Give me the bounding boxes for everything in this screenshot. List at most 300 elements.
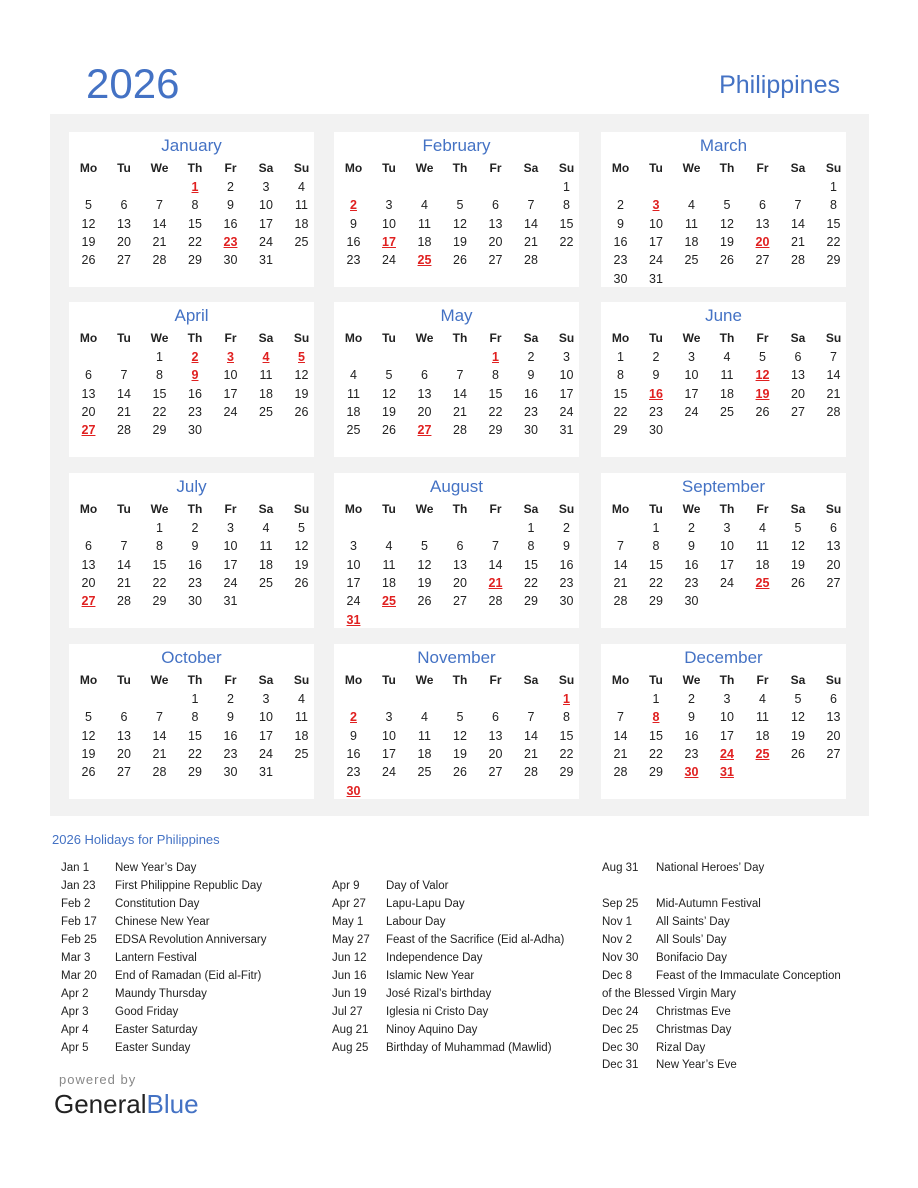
holiday-name: Iglesia ni Cristo Day [386,1005,489,1018]
holiday-day: 1 [191,180,199,194]
weekday-header: Tu [649,331,663,345]
calendar-day: 8 [563,710,570,725]
weekday-header: Sa [523,161,539,175]
calendar-day: 21 [524,746,538,761]
holiday-entry [61,988,207,1000]
holiday-entry [61,970,261,982]
calendar-day: 5 [85,710,92,725]
calendar-day: 28 [524,765,538,780]
calendar-day: 18 [294,728,309,743]
weekday-header: Tu [382,502,396,516]
calendar-day: 13 [826,710,841,725]
calendar-day: 14 [453,386,467,401]
calendar-day: 31 [559,423,574,438]
weekday-header: Fr [224,331,237,345]
calendar-day: 28 [117,594,131,609]
calendar-day: 13 [117,216,131,231]
calendar-day: 24 [259,746,273,761]
holiday-date: Feb 25 [61,933,97,946]
calendar-day: 1 [617,350,624,364]
calendar-day: 7 [527,198,535,213]
calendar-day: 14 [524,216,538,231]
weekday-header: Th [452,331,468,345]
calendar-day: 25 [346,423,361,438]
calendar-day: 6 [830,692,837,706]
calendar-day: 24 [346,594,361,609]
weekday-header: Th [452,673,468,687]
calendar-day: 28 [117,423,131,438]
weekday-header: Mo [79,161,98,175]
calendar-day: 18 [417,746,432,761]
calendar-day: 9 [350,728,357,743]
calendar-day: 10 [649,216,663,231]
calendar-day: 22 [559,746,574,761]
month-january [69,132,314,287]
month-november [334,644,579,799]
calendar-day: 3 [350,539,357,554]
calendar-day: 26 [294,575,309,590]
holiday-date: Dec 31 [602,1059,639,1072]
calendar-day: 2 [688,692,695,706]
holiday-day: 4 [262,350,270,364]
calendar-day: 8 [492,368,499,383]
calendar-day: 30 [188,594,202,609]
weekday-header: Tu [382,673,396,687]
calendar-day: 12 [382,386,396,401]
holiday-date: Aug 31 [602,862,639,874]
holiday-entry [602,1006,731,1018]
holiday-name: Good Friday [115,1005,179,1018]
calendar-day: 8 [527,539,535,554]
calendar-day: 21 [791,234,805,249]
calendar-day: 29 [152,423,167,438]
calendar-day: 2 [652,350,660,364]
calendar-day: 1 [156,350,163,364]
calendar-day: 25 [294,234,309,249]
calendar-day: 17 [382,746,396,761]
holiday-date: Aug 21 [332,1023,369,1036]
holiday-date: Apr 3 [61,1005,89,1018]
calendar-day: 23 [346,765,361,780]
calendar-day: 5 [723,198,731,213]
calendar-day: 6 [830,521,837,535]
holiday-entry [61,1042,190,1054]
weekday-header: Su [293,331,310,345]
holiday-name: Mid-Autumn Festival [656,897,761,910]
holiday-day: 21 [488,575,503,590]
holiday-entry [602,862,764,874]
holiday-name: Christmas Day [656,1023,732,1036]
weekday-header: Mo [344,673,363,687]
calendar-day: 17 [559,386,574,401]
holiday-day: 25 [755,746,770,761]
calendar-day: 21 [152,234,167,249]
calendar-day: 9 [688,710,695,725]
calendar-day: 2 [563,521,570,535]
weekday-header: Tu [649,673,663,687]
calendar-day: 11 [756,539,769,554]
month-march [601,132,846,287]
calendar-day: 9 [563,539,570,554]
holiday-entry [602,952,727,964]
weekday-header: Sa [790,161,806,175]
calendar-day: 5 [456,710,464,725]
holiday-entry [61,880,262,892]
calendar-day: 17 [259,216,273,231]
calendar-day: 7 [156,710,163,725]
calendar-day: 29 [188,253,202,268]
month-name: July [176,477,207,496]
holiday-day: 9 [191,368,199,383]
calendar-day: 16 [346,234,361,249]
holiday-entry [602,1042,705,1054]
calendar-day: 24 [223,575,238,590]
calendar-day: 23 [684,746,699,761]
weekday-header: Th [187,502,203,516]
calendar-day: 11 [347,386,360,401]
calendar-day: 15 [613,386,628,401]
calendar-day: 11 [685,216,698,231]
calendar-day: 13 [81,386,96,401]
weekday-header: Th [719,331,735,345]
calendar-day: 2 [617,198,624,213]
calendar-day: 29 [649,594,663,609]
calendar-day: 19 [791,728,805,743]
holiday-date: Jun 19 [332,987,367,1000]
calendar-day: 18 [382,575,396,590]
calendar-day: 20 [488,746,503,761]
weekday-header: Su [293,502,310,516]
holiday-name: Feast of the Immaculate Conception [656,969,841,982]
weekday-header: Tu [117,502,131,516]
holiday-date: Jun 16 [332,969,367,982]
weekday-header: We [415,161,434,175]
holiday-entry [602,916,730,928]
holiday-day: 31 [346,612,361,627]
holiday-name: Birthday of Muhammad (Mawlid) [386,1041,552,1054]
weekday-header: Tu [382,331,396,345]
calendar-day: 3 [688,350,695,364]
calendar-day: 12 [453,728,467,743]
calendar-day: 30 [223,765,238,780]
holiday-day: 20 [755,234,770,249]
calendar-day: 27 [488,765,503,780]
weekday-header: Sa [258,331,274,345]
calendar-day: 10 [382,728,396,743]
holiday-date: Dec 30 [602,1041,639,1054]
calendar-day: 12 [294,539,309,554]
calendar-day: 4 [262,521,270,535]
weekday-header: Mo [79,673,98,687]
holiday-entry [332,880,448,892]
holiday-name: New Year’s Day [115,862,197,874]
holiday-day: 25 [755,575,770,590]
calendar-day: 5 [421,539,428,554]
weekday-header: Su [825,161,842,175]
calendar-day: 9 [227,198,234,213]
calendar-day: 25 [259,575,273,590]
calendar-day: 19 [720,234,734,249]
month-name: January [161,136,222,155]
holiday-name: Feast of the Sacrifice (Eid al-Adha) [386,933,565,946]
holiday-date: Apr 27 [332,897,366,910]
holiday-date: Jan 1 [61,862,90,874]
calendar-day: 9 [350,216,357,231]
calendar-day: 24 [259,234,273,249]
calendar-day: 18 [684,234,699,249]
calendar-day: 20 [488,234,503,249]
calendar-day: 30 [649,423,663,438]
calendar-day: 14 [488,557,503,572]
calendar-day: 13 [81,557,96,572]
calendar-day: 16 [346,746,361,761]
holiday-name: Islamic New Year [386,969,475,982]
calendar-day: 8 [563,198,570,213]
calendar-day: 24 [559,404,574,419]
calendar-day: 28 [488,594,503,609]
calendar-day: 24 [720,575,734,590]
holiday-name: Maundy Thursday [115,987,207,1000]
month-name: September [681,477,766,496]
calendar-day: 5 [385,368,393,383]
calendar-day: 17 [259,728,273,743]
calendar-day: 3 [262,692,270,706]
weekday-header: Fr [224,673,237,687]
holiday-entry [602,934,727,946]
holiday-day: 30 [346,783,361,798]
calendar-day: 16 [223,216,238,231]
holiday-name: Ninoy Aquino Day [386,1023,478,1036]
weekday-header: Th [719,502,735,516]
calendar-day: 13 [417,386,432,401]
month-august [334,473,579,628]
weekday-header: Fr [224,502,237,516]
weekday-header: Fr [756,673,769,687]
calendar-day: 28 [152,765,167,780]
calendar-day: 26 [453,765,467,780]
weekday-header: Fr [756,502,769,516]
calendar-day: 24 [649,253,663,268]
weekday-header: Mo [611,502,630,516]
calendar-day: 14 [524,728,538,743]
weekday-header: Sa [790,331,806,345]
month-july [69,473,314,628]
calendar-day: 8 [156,368,163,383]
calendar-day: 19 [294,557,309,572]
calendar-day: 12 [453,216,467,231]
calendar-day: 1 [191,692,199,706]
calendar-day: 2 [688,521,695,535]
calendar-day: 21 [117,404,131,419]
calendar-day: 21 [613,746,628,761]
calendar-day: 28 [791,253,805,268]
calendar-day: 14 [826,368,841,383]
calendar-day: 22 [559,234,574,249]
calendar-day: 23 [684,575,699,590]
calendar-day: 29 [826,253,841,268]
holiday-date: May 1 [332,915,364,928]
weekday-header: Sa [258,502,274,516]
calendar-day: 25 [294,746,309,761]
generalblue-logo[interactable] [54,1089,199,1120]
weekday-header: Fr [756,331,769,345]
holiday-day: 2 [350,710,357,725]
month-december [601,644,846,799]
calendar-day: 8 [191,198,199,213]
holiday-date: Apr 5 [61,1041,89,1054]
holiday-entry [332,934,564,946]
calendar-day: 7 [120,368,128,383]
year-title: 2026 [86,60,180,107]
calendar-day: 21 [524,234,538,249]
holiday-entry [61,898,199,910]
calendar-day: 31 [649,271,663,286]
calendar-day: 7 [156,198,163,213]
calendar-day: 21 [152,746,167,761]
calendar-day: 15 [649,557,663,572]
calendar-day: 11 [259,539,273,554]
calendar-day: 17 [720,728,734,743]
calendar-day: 9 [227,710,234,725]
calendar-day: 26 [81,253,96,268]
holiday-name: Bonifacio Day [656,951,727,964]
calendar-day: 3 [723,692,731,706]
calendar-day: 3 [563,350,570,364]
calendar-day: 25 [259,404,273,419]
month-may [334,302,579,457]
weekday-header: Tu [649,161,663,175]
calendar-day: 10 [259,710,273,725]
calendar-day: 20 [453,575,467,590]
calendar-day: 16 [223,728,238,743]
calendar-day: 22 [188,234,202,249]
calendar-day: 6 [421,368,428,383]
calendar-day: 12 [294,368,309,383]
weekday-header: Su [293,161,310,175]
holiday-date: Mar 20 [61,969,97,982]
calendar-day: 9 [688,539,695,554]
calendar-day: 8 [652,539,660,554]
calendar-day: 7 [830,350,837,364]
holiday-name: All Saints’ Day [656,915,730,928]
calendar-day: 11 [295,198,308,213]
calendar-day: 11 [418,216,431,231]
holiday-date: Jan 23 [61,879,96,892]
weekday-header: Th [187,161,203,175]
calendar-day: 29 [559,765,574,780]
holiday-day: 8 [652,710,660,725]
calendar-day: 15 [152,386,167,401]
holiday-name: Easter Saturday [115,1023,198,1036]
calendar-day: 17 [684,386,699,401]
calendar-day: 10 [559,368,574,383]
calendar-day: 4 [350,368,357,383]
calendar-day: 30 [524,423,538,438]
month-name: December [684,648,763,667]
holidays-title: 2026 Holidays for Philippines [52,832,220,847]
calendar-day: 12 [417,557,432,572]
calendar-day: 4 [385,539,393,554]
holiday-name: EDSA Revolution Anniversary [115,933,267,946]
weekday-header: Su [825,331,842,345]
holiday-day: 24 [720,746,734,761]
holiday-name: José Rizal’s birthday [386,987,492,1000]
month-february [334,132,579,287]
calendar-day: 15 [559,216,574,231]
holiday-name: Chinese New Year [115,915,210,928]
holiday-day: 1 [492,350,499,364]
calendar-day: 15 [826,216,841,231]
weekday-header: Th [719,673,735,687]
holiday-date: Jun 12 [332,951,367,964]
holiday-entry [332,988,491,1000]
calendar-day: 26 [81,765,96,780]
calendar-day: 4 [298,180,305,194]
holiday-entry [61,862,196,874]
weekday-header: We [682,331,701,345]
calendar-day: 22 [649,746,663,761]
holiday-date: Feb 2 [61,897,91,910]
calendar-day: 13 [826,539,841,554]
calendar-day: 12 [791,539,805,554]
holiday-day: 31 [720,765,734,780]
calendar-day: 23 [649,404,663,419]
calendar-day: 6 [794,350,802,364]
holiday-entry [61,1024,197,1036]
calendar-day: 27 [488,253,503,268]
weekday-header: Sa [523,673,539,687]
weekday-header: Su [558,673,575,687]
calendar-day: 6 [85,368,92,383]
calendar-day: 2 [191,521,199,535]
holiday-name: Rizal Day [656,1041,706,1054]
calendar-day: 6 [456,539,464,554]
calendar-day: 6 [120,198,128,213]
weekday-header: Th [719,161,735,175]
calendar-day: 22 [826,234,841,249]
calendar-day: 14 [152,728,167,743]
calendar-day: 20 [826,728,841,743]
weekday-header: Fr [489,331,502,345]
calendar-day: 25 [684,253,699,268]
calendar-day: 24 [382,765,396,780]
calendar-day: 7 [617,539,624,554]
holiday-date: May 27 [332,933,370,946]
calendar-day: 3 [262,180,270,194]
calendar-day: 23 [223,746,238,761]
calendar-day: 27 [826,575,841,590]
calendar-day: 10 [720,710,734,725]
calendar-day: 1 [527,521,535,535]
weekday-header: Fr [489,161,502,175]
calendar-day: 30 [559,594,574,609]
calendar-day: 11 [259,368,273,383]
calendar-day: 27 [117,765,131,780]
holiday-entry [602,1024,731,1036]
holiday-entry [332,898,465,910]
weekday-header: Mo [611,331,630,345]
calendar-day: 26 [755,404,770,419]
month-name: March [699,136,748,155]
holiday-date: Sep 25 [602,897,639,910]
calendar-day: 4 [759,692,766,706]
calendar-day: 31 [259,253,273,268]
holiday-name: Lapu-Lapu Day [386,897,465,910]
calendar-day: 9 [617,216,624,231]
holiday-name: All Souls’ Day [656,933,727,946]
calendar-day: 12 [791,710,805,725]
calendar-day: 31 [223,594,238,609]
